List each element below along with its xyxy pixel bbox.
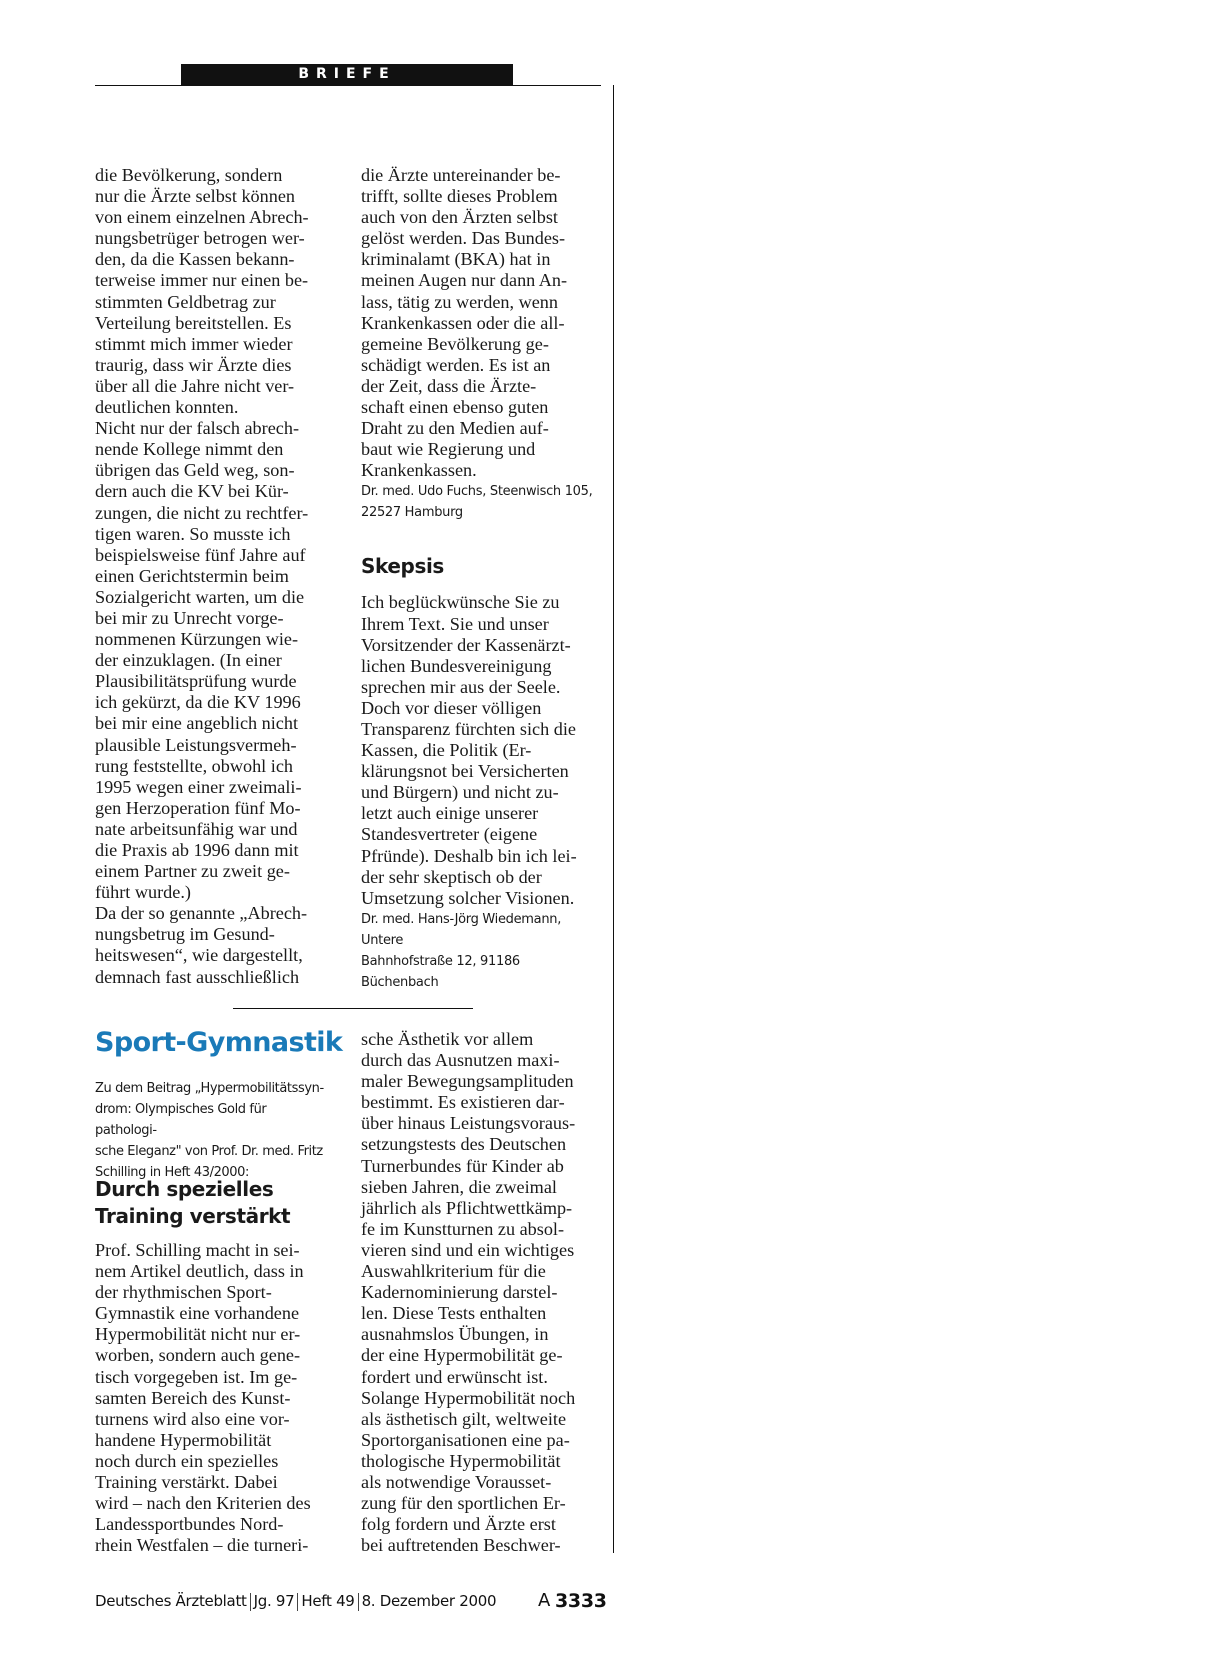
text-line: lass, tätig zu werden, wenn (361, 291, 558, 312)
article-reference (95, 1078, 325, 1183)
text-line: Draht zu den Medien auf- (361, 418, 549, 439)
text-line: thologische Hypermobilität (361, 1450, 561, 1471)
text-line: Bahnhofstraße 12, 91186 Büchenbach (361, 953, 520, 990)
text-line: beispielsweise fünf Jahre auf (95, 544, 306, 565)
text-line: maler Bewegungsamplituden (361, 1071, 574, 1092)
text-line: Pfründe). Deshalb bin ich lei- (361, 845, 577, 866)
page-footer (95, 1588, 615, 1614)
text-line: gen Herzoperation fünf Mo- (95, 797, 301, 818)
header-rule (95, 85, 601, 86)
text-line: Prof. Schilling macht in sei- (95, 1240, 300, 1260)
text-line: wird – nach den Kriterien des (95, 1493, 311, 1514)
text-line: bei mir zu Unrecht vorge- (95, 607, 284, 628)
text-line: als notwendige Vorausset- (361, 1471, 552, 1492)
volume: Jg. 97 (253, 1592, 295, 1610)
text-line: nungsbetrüger betrogen wer- (95, 228, 305, 249)
text-line: Sozialgericht warten, um die (95, 586, 305, 607)
text-line: rung feststellte, obwohl ich (95, 755, 294, 776)
text-line: Vorsitzender der Kassenärzt- (361, 634, 571, 655)
text-line: über all die Jahre nicht ver- (95, 375, 295, 396)
text-line: zung für den sportlichen Er- (361, 1493, 566, 1514)
text-line: Hypermobilität nicht nur er- (95, 1324, 301, 1345)
text-line: ausnahmslos Übungen, in (361, 1324, 549, 1345)
text-line: folg fordern und Ärzte erst (361, 1514, 556, 1535)
footer-separator (297, 1593, 298, 1611)
text-line: rhein Westfalen – die turneri- (95, 1535, 309, 1556)
issue: Heft 49 (301, 1592, 355, 1610)
text-line: bei mir eine angeblich nicht (95, 713, 299, 734)
text-line: die Praxis ab 1996 dann mit (95, 840, 299, 860)
text-line: Nicht nur der falsch abrech- (95, 418, 300, 439)
text-line: schaft einen ebenso guten (361, 397, 549, 418)
sport-body-1 (95, 1240, 335, 1556)
text-line: noch durch ein spezielles (95, 1450, 279, 1471)
text-line: Gymnastik eine vorhandene (95, 1303, 300, 1324)
text-line: nem Artikel deutlich, dass in (95, 1261, 304, 1282)
text-line: Training verstärkt. Dabei (95, 1472, 278, 1493)
text-line: Schilling in Heft 43/2000: (95, 1165, 250, 1180)
text-line: fe im Kunstturnen zu absol- (361, 1218, 565, 1239)
text-line: gelöst werden. Das Bundes- (361, 228, 566, 249)
text-line: Kassen, die Politik (Er- (361, 740, 532, 761)
text-line: Kadernominierung darstel- (361, 1282, 558, 1303)
text-line: auch von den Ärzten selbst (361, 207, 558, 228)
text-line: Ihrem Text. Sie und unser (361, 613, 549, 634)
text-line: Dr. med. Udo Fuchs, Steenwisch 105, (361, 484, 593, 500)
text-line: der rhythmischen Sport- (95, 1282, 272, 1303)
text-line: schädigt werden. Es ist an (361, 354, 551, 375)
footer-separator (250, 1593, 251, 1611)
page-number: 3333 (555, 1590, 607, 1612)
text-line: Umsetzung solcher Visionen. (361, 887, 575, 908)
text-line: Da der so genannte „Abrech- (95, 903, 308, 924)
text-line: der eine Hypermobilität ge- (361, 1345, 563, 1366)
text-line: nende Kollege nimmt den (95, 439, 284, 460)
text-line: sieben Jahren, die zweimal (361, 1176, 557, 1197)
skepsis-body (361, 592, 601, 908)
text-line: Training verstärkt (95, 1204, 291, 1228)
text-line: meinen Augen nur dann An- (361, 270, 568, 291)
sport-column-1 (95, 1176, 335, 1556)
letter-one-column-1 (95, 165, 335, 988)
section-title: Sport-Gymnastik (95, 1027, 343, 1058)
text-line: den, da die Kassen bekann- (95, 249, 295, 270)
text-line: die Ärzte untereinander be- (361, 165, 561, 185)
text-line: demnach fast ausschließlich (95, 966, 300, 987)
text-line: Doch vor dieser völligen (361, 697, 542, 718)
text-line: trifft, sollte dieses Problem (361, 186, 558, 207)
section-divider (233, 1008, 473, 1009)
text-line: vieren sind und ein wichtiges (361, 1239, 575, 1260)
text-line: nur die Ärzte selbst können (95, 186, 296, 207)
text-line: über hinaus Leistungsvoraus- (361, 1113, 576, 1134)
text-line: durch das Ausnutzen maxi- (361, 1050, 560, 1071)
text-line: tigen waren. So musste ich (95, 523, 291, 544)
text-line: führt wurde.) (95, 882, 191, 903)
text-line: traurig, dass wir Ärzte dies (95, 354, 292, 375)
text-line: tisch vorgegeben ist. Im ge- (95, 1366, 298, 1387)
text-line: bei auftretenden Beschwer- (361, 1535, 561, 1556)
column-rule-right (613, 85, 614, 1553)
text-line: gemeine Bevölkerung ge- (361, 333, 549, 354)
text-line: der sehr skeptisch ob der (361, 866, 542, 887)
text-line: drom: Olympisches Gold für pathologi- (95, 1102, 267, 1138)
text-line: Solange Hypermobilität noch (361, 1387, 576, 1408)
text-line: Ich beglückwünsche Sie zu (361, 592, 560, 613)
text-line: heitswesen“, wie dargestellt, (95, 945, 303, 966)
text-line: sprechen mir aus der Seele. (361, 676, 561, 697)
text-line: die Bevölkerung, sondern (95, 165, 283, 185)
text-line: Zu dem Beitrag „Hypermobilitätssyn- (95, 1081, 324, 1096)
text-line: Turnerbundes für Kinder ab (361, 1155, 564, 1176)
text-line: stimmten Geldbetrag zur (95, 291, 276, 312)
text-line: 22527 Hamburg (361, 505, 463, 521)
text-line: deutlichen konnten. (95, 397, 239, 418)
text-line: Verteilung bereitstellen. Es (95, 312, 292, 333)
text-line: Plausibilitätsprüfung wurde (95, 671, 297, 692)
text-line: Standesvertreter (eigene (361, 824, 538, 845)
text-line: samten Bereich des Kunst- (95, 1387, 291, 1408)
letter-one-signature (361, 481, 601, 523)
text-line: jährlich als Pflichtwettkämp- (361, 1197, 573, 1218)
skepsis-heading: Skepsis (361, 554, 444, 579)
journal-name: Deutsches Ärzteblatt (95, 1592, 247, 1610)
letter-one-column-2 (361, 165, 601, 993)
sport-column-2 (361, 1029, 601, 1556)
text-line: turnens wird also eine vor- (95, 1408, 290, 1429)
text-line: Durch spezielles (95, 1177, 274, 1201)
text-line: kriminalamt (BKA) hat in (361, 249, 551, 270)
text-line: ich gekürzt, da die KV 1996 (95, 692, 301, 713)
text-line: Sportorganisationen eine pa- (361, 1429, 570, 1450)
issue-date: 8. Dezember 2000 (361, 1592, 497, 1610)
text-line: setzungstests des Deutschen (361, 1134, 567, 1155)
text-line: fordert und erwünscht ist. (361, 1366, 548, 1387)
text-line: 1995 wegen einer zweimali- (95, 776, 302, 797)
text-line: len. Diese Tests enthalten (361, 1303, 547, 1324)
text-line: dern auch die KV bei Kür- (95, 481, 289, 502)
text-line: Dr. med. Hans-Jörg Wiedemann, Untere (361, 911, 562, 948)
text-line: nungsbetrug im Gesund- (95, 924, 275, 945)
text-line: letzt auch einige unserer (361, 803, 539, 824)
text-line: worben, sondern auch gene- (95, 1345, 301, 1366)
text-line: zungen, die nicht zu rechtfer- (95, 502, 309, 523)
text-line: von einem einzelnen Abrech- (95, 207, 309, 228)
text-line: klärungsnot bei Versicherten (361, 761, 569, 782)
text-line: nate arbeitsunfähig war und (95, 818, 298, 839)
text-line: plausible Leistungsvermeh- (95, 734, 297, 755)
sport-subheading (95, 1176, 335, 1230)
section-header-bar (181, 64, 513, 85)
text-line: Krankenkassen oder die all- (361, 312, 565, 333)
text-line: Transparenz fürchten sich die (361, 718, 576, 739)
text-line: als ästhetisch gilt, weltweite (361, 1408, 567, 1429)
text-line: lichen Bundesvereinigung (361, 655, 552, 676)
text-line: der Zeit, dass die Ärzte- (361, 375, 537, 396)
text-line: und Bürgern) und nicht zu- (361, 782, 559, 803)
text-line: terweise immer nur einen be- (95, 270, 309, 291)
footer-separator (358, 1593, 359, 1611)
text-line: übrigen das Geld weg, son- (95, 460, 295, 481)
text-line: einen Gerichtstermin beim (95, 565, 289, 586)
text-line: handene Hypermobilität (95, 1429, 272, 1450)
text-line: der einzuklagen. (In einer (95, 650, 282, 671)
text-line: sche Eleganz" von Prof. Dr. med. Fritz (95, 1144, 323, 1159)
text-line: baut wie Regierung und (361, 439, 536, 460)
text-line: Auswahlkriterium für die (361, 1261, 546, 1282)
text-line: bestimmt. Es existieren dar- (361, 1092, 565, 1113)
letter-one-body (361, 165, 601, 481)
skepsis-signature (361, 909, 601, 993)
text-line: Krankenkassen. (361, 460, 477, 481)
text-line: sche Ästhetik vor allem (361, 1029, 534, 1049)
text-line: nommenen Kürzungen wie- (95, 629, 299, 650)
page-prefix: A (538, 1590, 551, 1611)
text-line: Landessportbundes Nord- (95, 1514, 284, 1535)
text-line: einem Partner zu zweit ge- (95, 861, 290, 882)
text-line: stimmt mich immer wieder (95, 333, 293, 354)
section-label: BRIEFE (298, 66, 396, 82)
